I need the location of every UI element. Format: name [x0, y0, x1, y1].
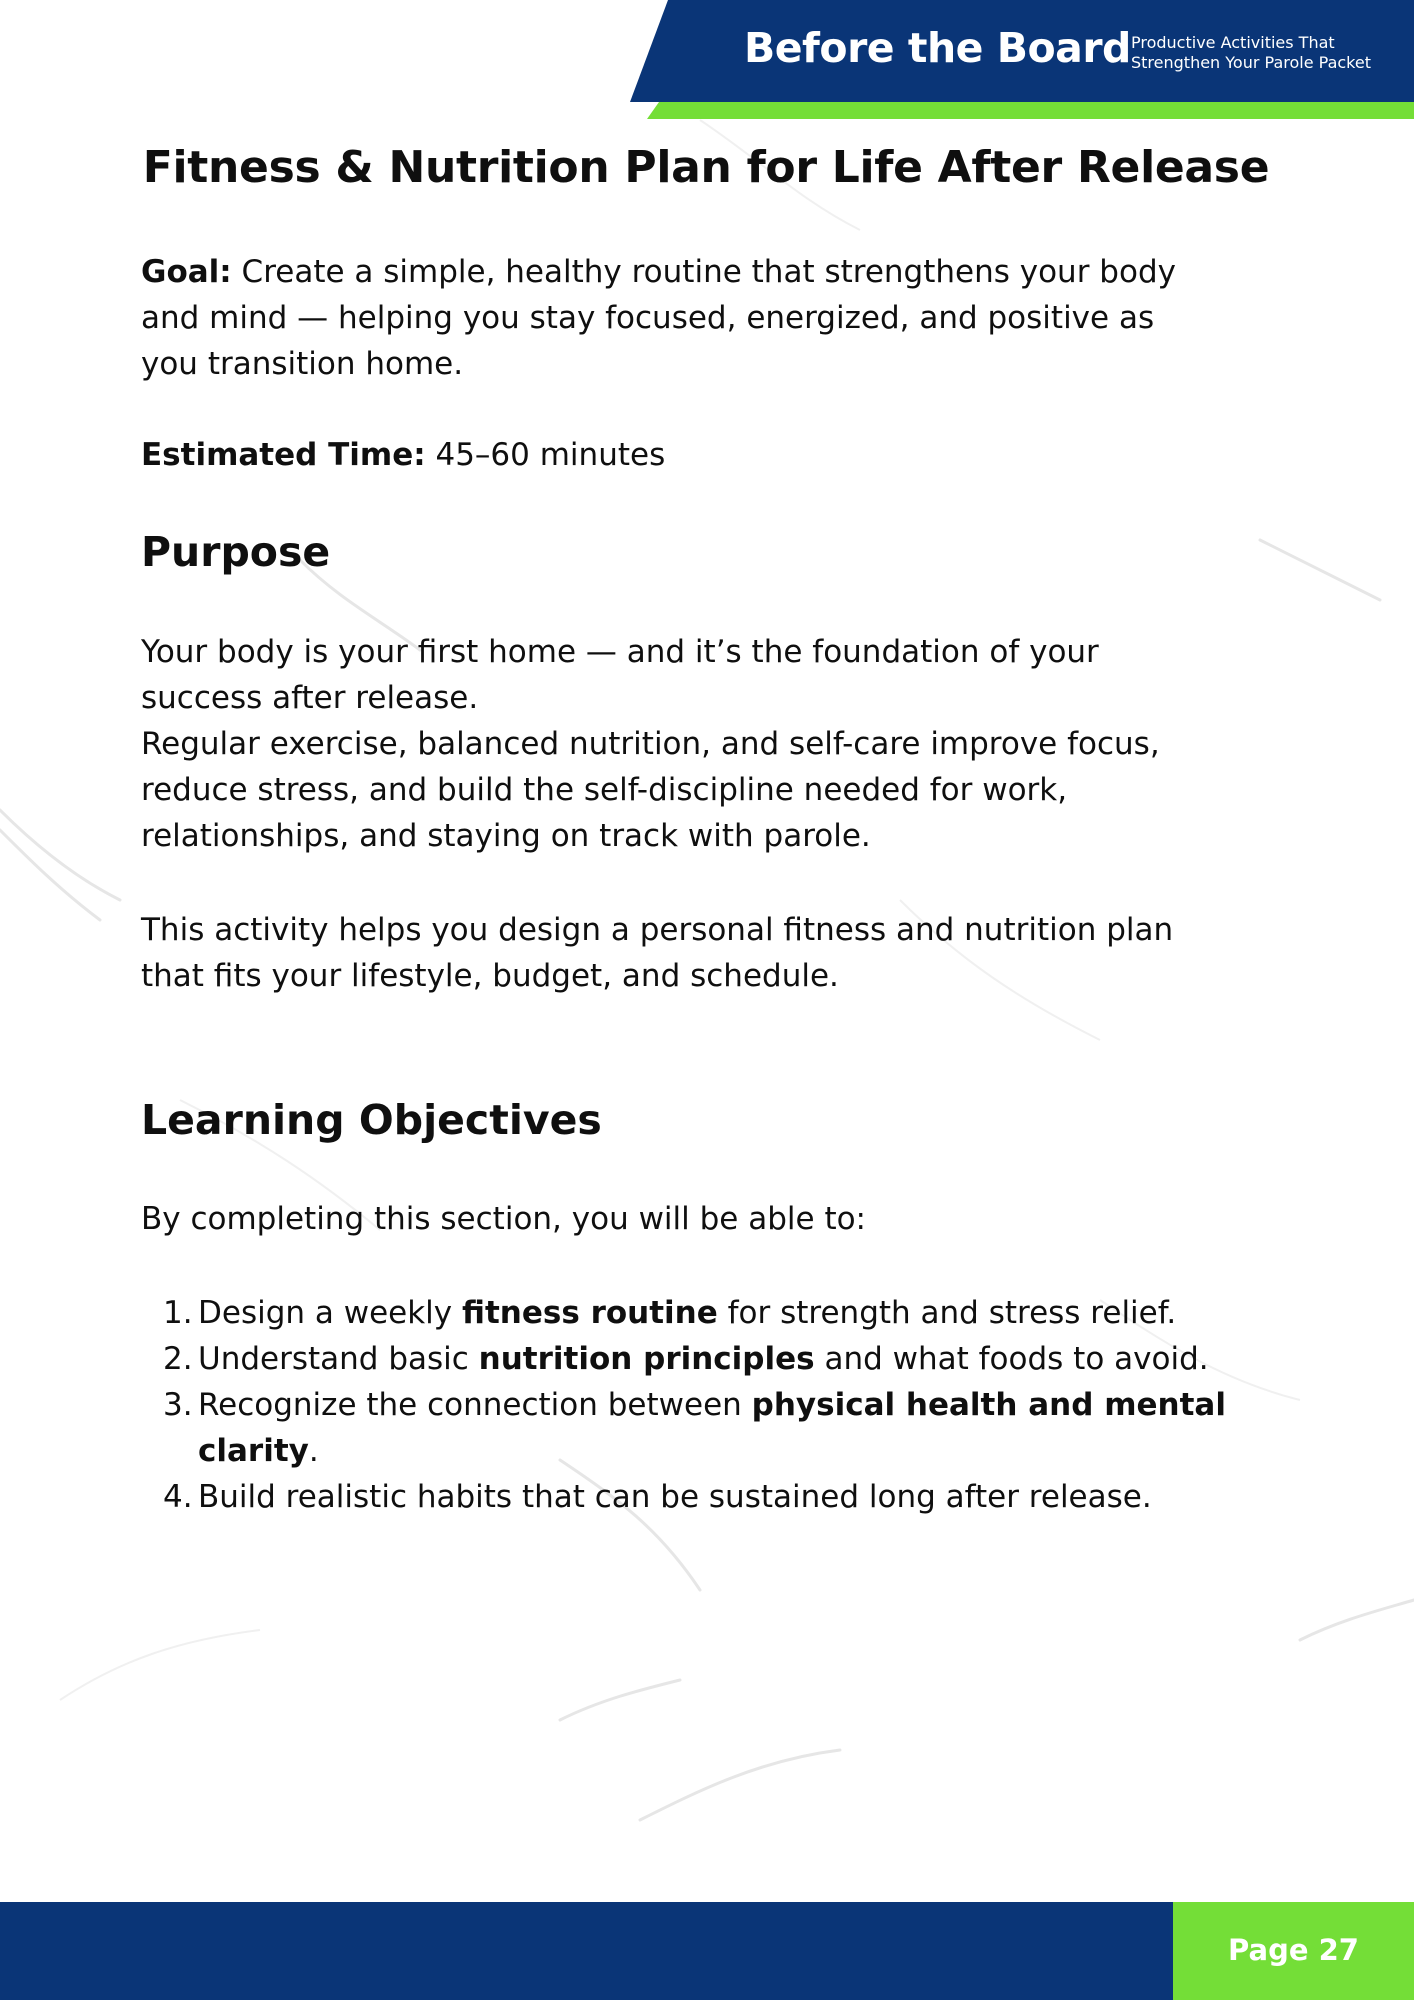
header-accent-stripe: [647, 102, 1414, 119]
objectives-intro: [141, 1196, 1271, 1242]
item-text-end: and what foods to avoid.: [814, 1341, 1209, 1377]
purpose-p2-line-2: that fits your lifestyle, budget, and schedule.: [141, 958, 839, 994]
item-text: Design a weekly: [198, 1295, 462, 1331]
item-text: Build realistic habits that can be sustained long after release.: [198, 1479, 1152, 1515]
goal-label: Goal:: [141, 254, 232, 290]
objectives-list: [141, 1290, 1271, 1520]
list-number: 3.: [163, 1387, 193, 1423]
estimated-time: [141, 432, 1271, 478]
item-emphasis: fitness routine: [462, 1295, 718, 1331]
purpose-line-5: relationships, and staying on track with parole.: [141, 818, 871, 854]
item-text: Recognize the connection between: [198, 1387, 752, 1423]
purpose-line-3: Regular exercise, balanced nutrition, and self-care improve focus,: [141, 726, 1160, 762]
header-subtitle: [1131, 33, 1401, 73]
page-title: Fitness & Nutrition Plan for Life After Release: [142, 142, 1270, 193]
estimated-time-value: 45–60 minutes: [435, 437, 666, 473]
item-emphasis: physical health and mental: [751, 1387, 1226, 1423]
goal-line-3: you transition home.: [141, 346, 464, 382]
list-number: 1.: [163, 1295, 193, 1331]
purpose-line-2: success after release.: [141, 680, 479, 716]
objectives-heading: Learning Objectives: [141, 1096, 602, 1144]
goal-line-1: [141, 249, 1271, 295]
list-item: [141, 1336, 1271, 1382]
item-text-end: .: [308, 1433, 319, 1469]
purpose-p2-line-1: This activity helps you design a personal fitness and nutrition plan: [141, 912, 1174, 948]
estimated-time-label: Estimated Time:: [141, 437, 426, 473]
purpose-paragraph-1: [141, 629, 1271, 859]
objectives-intro-text: By completing this section, you will be able to:: [141, 1201, 867, 1237]
estimated-time-line: [141, 432, 1271, 478]
item-text-end: for strength and stress relief.: [717, 1295, 1177, 1331]
header-title: Before the Board: [744, 24, 1131, 72]
list-item: [141, 1382, 1271, 1474]
goal-line-2: and mind — helping you stay focused, energized, and positive as: [141, 300, 1155, 336]
purpose-line-4: reduce stress, and build the self-discipline needed for work,: [141, 772, 1068, 808]
goal-paragraph: [141, 249, 1271, 387]
purpose-heading: Purpose: [141, 528, 331, 576]
list-item: [141, 1290, 1271, 1336]
header-subtitle-line-1: Productive Activities That: [1131, 33, 1335, 52]
item-text: Understand basic: [198, 1341, 479, 1377]
list-item: [141, 1474, 1271, 1520]
goal-text-1: Create a simple, healthy routine that strengthens your body: [241, 254, 1176, 290]
list-number: 2.: [163, 1341, 193, 1377]
list-number: 4.: [163, 1479, 193, 1515]
item-emphasis: nutrition principles: [478, 1341, 815, 1377]
item-emphasis-2: clarity: [198, 1433, 309, 1469]
purpose-paragraph-2: [141, 907, 1271, 999]
header-subtitle-line-2: Strengthen Your Parole Packet: [1131, 53, 1371, 72]
purpose-line-1: Your body is your first home — and it’s the foundation of your: [141, 634, 1099, 670]
page-number: Page 27: [1228, 1933, 1359, 1967]
